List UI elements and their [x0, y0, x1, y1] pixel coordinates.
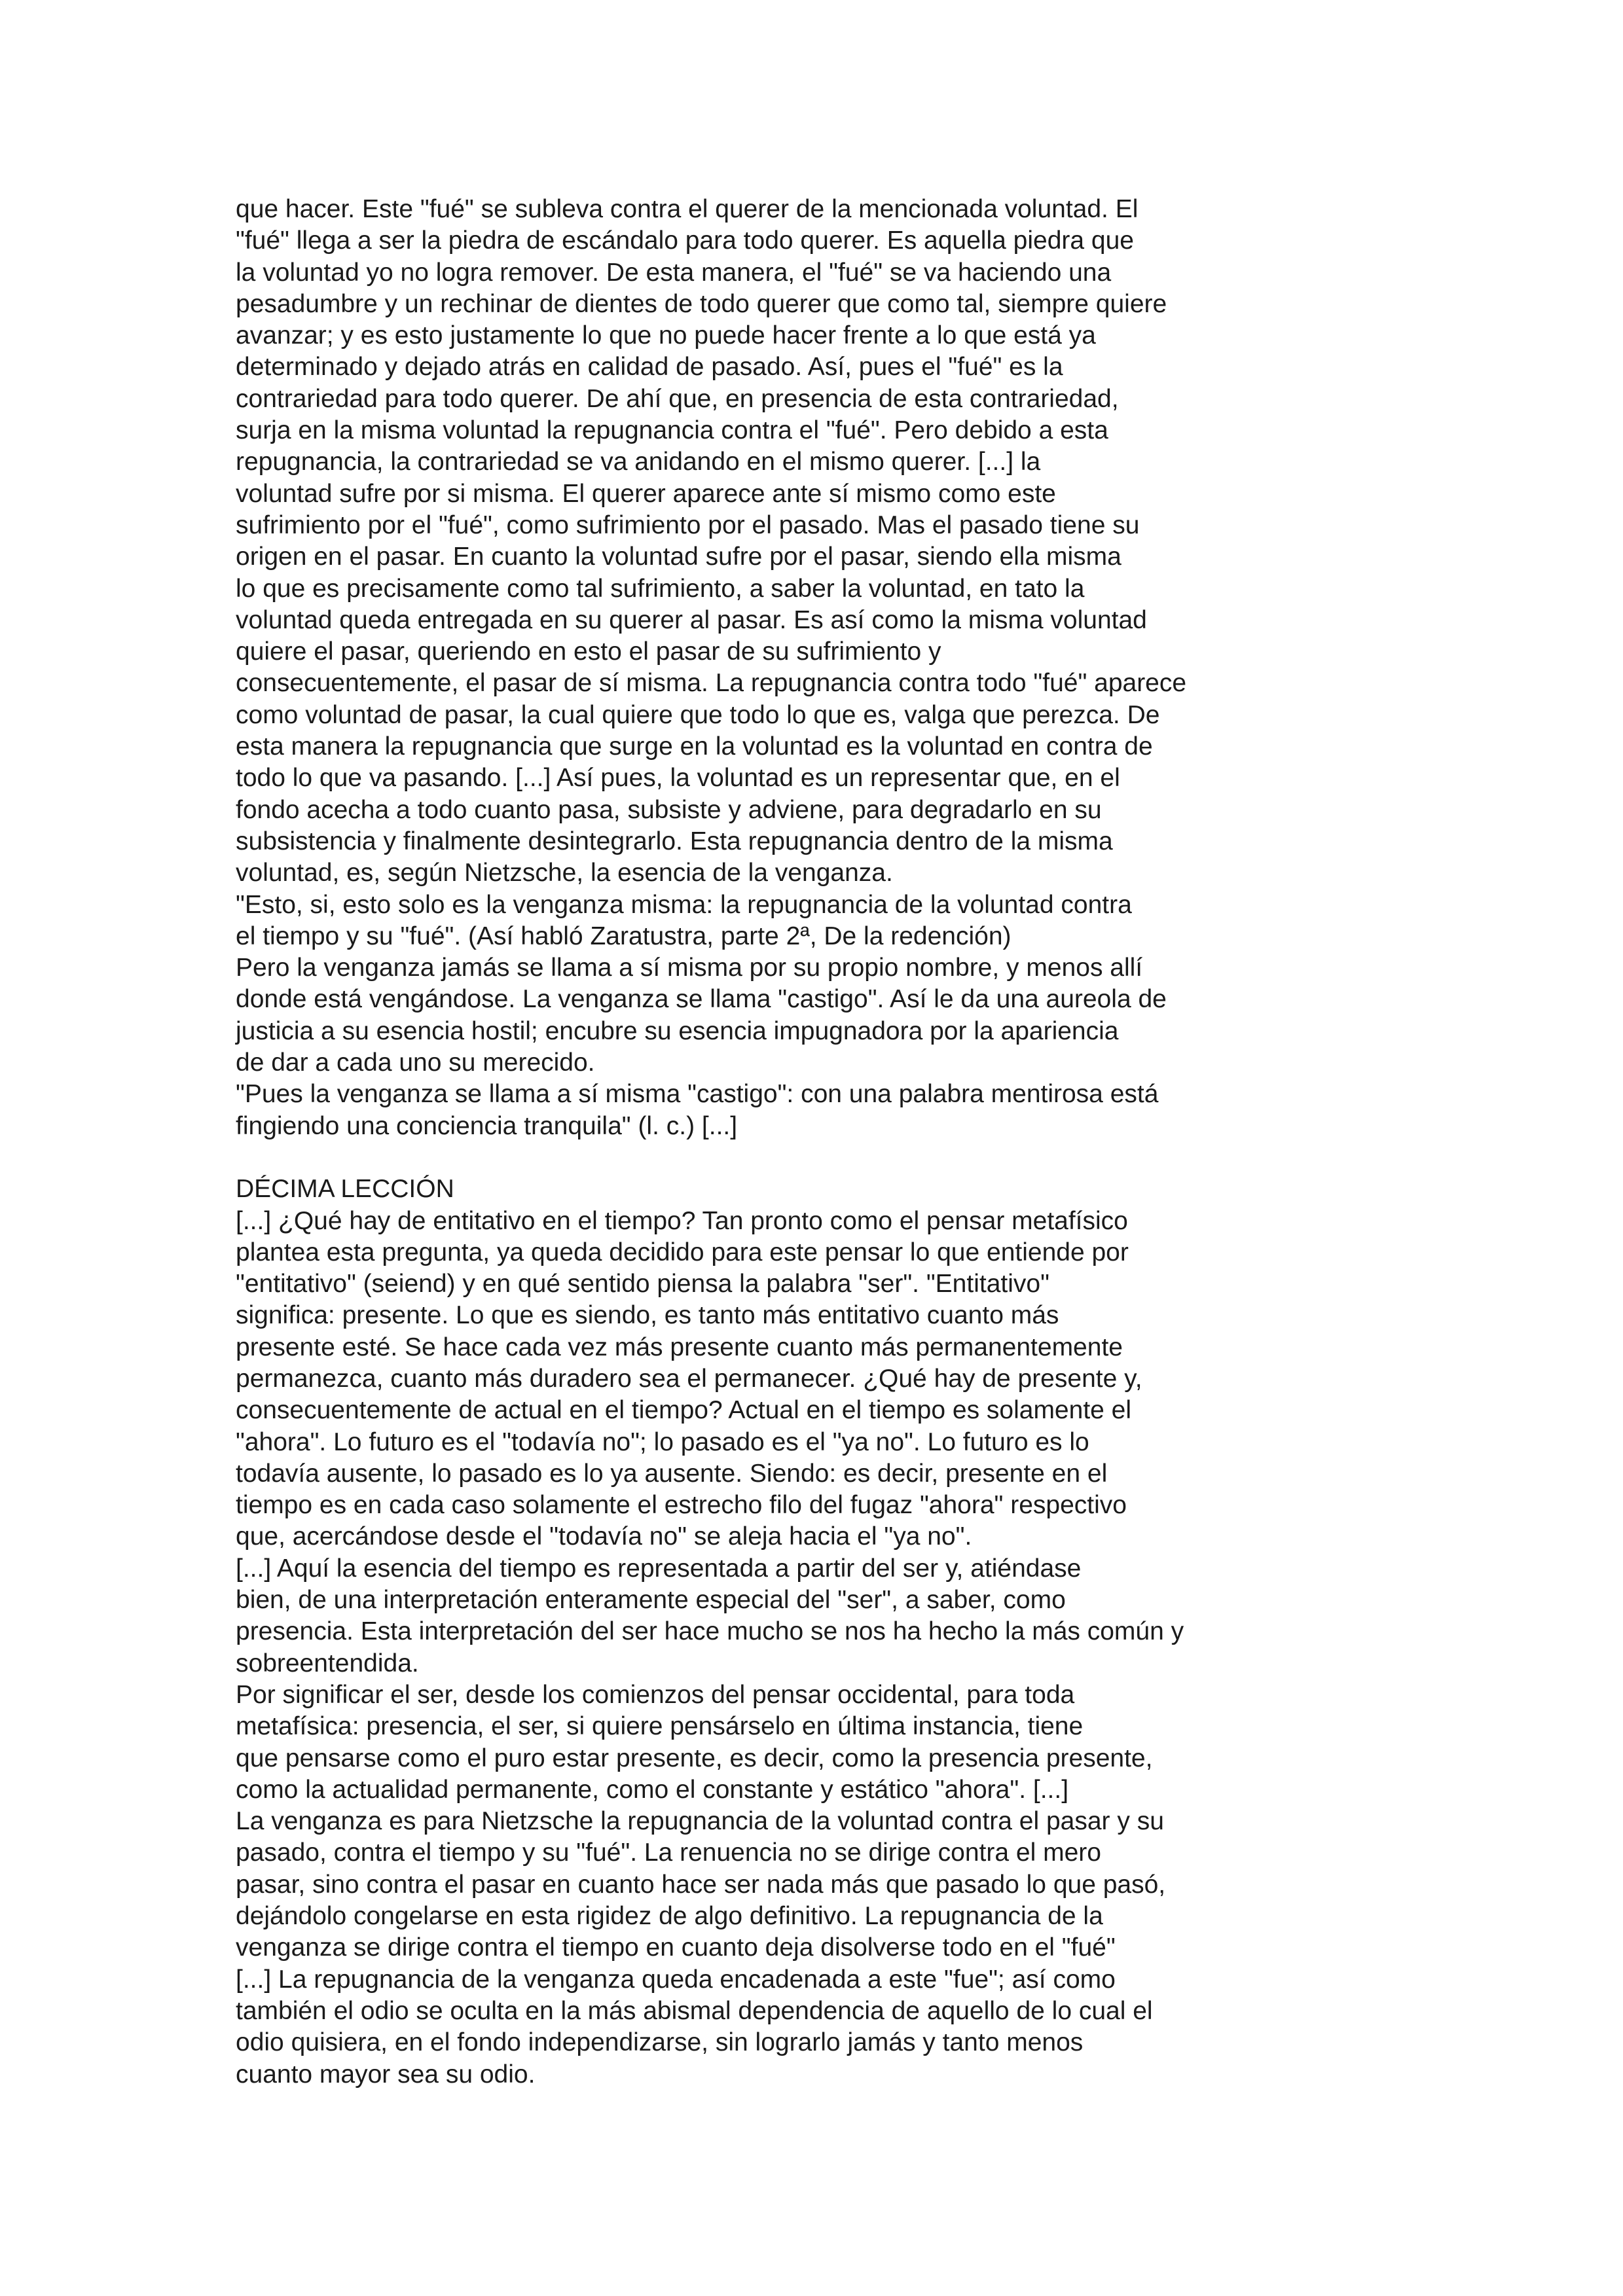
text-line: como voluntad de pasar, la cual quiere que todo lo que es, valga que perezca. De — [236, 700, 1160, 729]
text-line: consecuentemente de actual en el tiempo? Actual en el tiempo es solamente el — [236, 1396, 1132, 1425]
text-line: odio quisiera, en el fondo independizarse, sin lograrlo jamás y tanto menos — [236, 2028, 1084, 2057]
text-line: surja en la misma voluntad la repugnancia contra el "fué". Pero debido a esta — [236, 416, 1108, 445]
text-line: contrariedad para todo querer. De ahí que, en presencia de esta contrariedad, — [236, 384, 1119, 413]
text-line: pesadumbre y un rechinar de dientes de todo querer que como tal, siempre quiere — [236, 289, 1167, 318]
text-line: La venganza es para Nietzsche la repugnancia de la voluntad contra el pasar y su — [236, 1807, 1164, 1836]
text-line: presencia. Esta interpretación del ser hace mucho se nos ha hecho la más común y — [236, 1617, 1184, 1646]
text-line: consecuentemente, el pasar de sí misma. La repugnancia contra todo "fué" aparece — [236, 669, 1187, 698]
text-line: venganza se dirige contra el tiempo en cuanto deja disolverse todo en el "fué" — [236, 1933, 1116, 1962]
text-line: "Pues la venganza se llama a sí misma "castigo": con una palabra mentirosa está — [236, 1080, 1159, 1109]
text-line: subsistencia y finalmente desintegrarlo. Esta repugnancia dentro de la misma — [236, 827, 1113, 855]
blank-line — [236, 1142, 1322, 1174]
text-line: dejándolo congelarse en esta rigidez de algo definitivo. La repugnancia de la — [236, 1902, 1103, 1931]
text-line: [...] Aquí la esencia del tiempo es representada a partir del ser y, atiéndase — [236, 1554, 1082, 1583]
text-line: voluntad, es, según Nietzsche, la esencia de la venganza. — [236, 859, 893, 888]
text-line: justicia a su esencia hostil; encubre su esencia impugnadora por la apariencia — [236, 1016, 1119, 1045]
text-line: plantea esta pregunta, ya queda decidido para este pensar lo que entiende por — [236, 1238, 1129, 1266]
text-line: repugnancia, la contrariedad se va anidando en el mismo querer. [...] la — [236, 448, 1041, 476]
text-line: Por significar el ser, desde los comienzos del pensar occidental, para toda — [236, 1680, 1075, 1709]
text-line: origen en el pasar. En cuanto la voluntad sufre por el pasar, siendo ella misma — [236, 543, 1122, 571]
text-line: pasado, contra el tiempo y su "fué". La renuencia no se dirige contra el mero — [236, 1839, 1101, 1867]
text-line: esta manera la repugnancia que surge en la voluntad es la voluntad en contra de — [236, 732, 1153, 761]
text-line: bien, de una interpretación enteramente especial del "ser", a saber, como — [236, 1586, 1066, 1615]
text-line: lo que es precisamente como tal sufrimiento, a saber la voluntad, en tato la — [236, 574, 1085, 603]
text-line: permanezca, cuanto más duradero sea el permanecer. ¿Qué hay de presente y, — [236, 1364, 1142, 1393]
text-line: pasar, sino contra el pasar en cuanto hace ser nada más que pasado lo que pasó, — [236, 1870, 1166, 1899]
text-line: "entitativo" (seiend) y en qué sentido piensa la palabra "ser". "Entitativo" — [236, 1270, 1049, 1299]
text-line: la voluntad yo no logra remover. De esta manera, el "fué" se va haciendo una — [236, 258, 1112, 287]
text-line: todavía ausente, lo pasado es lo ya ausente. Siendo: es decir, presente en el — [236, 1459, 1108, 1488]
text-line: voluntad sufre por si misma. El querer aparece ante sí mismo como este — [236, 479, 1056, 508]
text-line: determinado y dejado atrás en calidad de pasado. Así, pues el "fué" es la — [236, 353, 1063, 382]
text-line: todo lo que va pasando. [...] Así pues, la voluntad es un representar que, en el — [236, 764, 1120, 793]
text-line: tiempo es en cada caso solamente el estrecho filo del fugaz "ahora" respectivo — [236, 1491, 1127, 1520]
text-line: sufrimiento por el "fué", como sufrimiento por el pasado. Mas el pasado tiene su — [236, 511, 1140, 539]
text-line: avanzar; y es esto justamente lo que no puede hacer frente a lo que está ya — [236, 321, 1096, 350]
text-line: donde está vengándose. La venganza se llama "castigo". Así le da una aureola de — [236, 985, 1167, 1014]
text-line: [...] ¿Qué hay de entitativo en el tiempo? Tan pronto como el pensar metafísico — [236, 1206, 1128, 1235]
text-line: sobreentendida. — [236, 1649, 419, 1677]
text-line: "Esto, si, esto solo es la venganza misma: la repugnancia de la voluntad contra — [236, 890, 1132, 919]
text-line: como la actualidad permanente, como el constante y estático "ahora". [...] — [236, 1775, 1069, 1804]
text-line: metafísica: presencia, el ser, si quiere pensárselo en última instancia, tiene — [236, 1712, 1084, 1741]
text-line: significa: presente. Lo que es siendo, es tanto más entitativo cuanto más — [236, 1301, 1059, 1330]
section-heading: DÉCIMA LECCIÓN — [236, 1175, 454, 1204]
text-line: [...] La repugnancia de la venganza queda encadenada a este "fue"; así como — [236, 1965, 1116, 1994]
text-line: "fué" llega a ser la piedra de escándalo para todo querer. Es aquella piedra que — [236, 226, 1134, 255]
text-line: voluntad queda entregada en su querer al pasar. Es así como la misma voluntad — [236, 605, 1147, 634]
document-text-body — [236, 194, 1322, 2090]
text-line: que hacer. Este "fué" se subleva contra el querer de la mencionada voluntad. El — [236, 195, 1139, 223]
text-line: presente esté. Se hace cada vez más presente cuanto más permanentemente — [236, 1333, 1123, 1361]
text-line: que pensarse como el puro estar presente, es decir, como la presencia presente, — [236, 1744, 1153, 1772]
text-line: el tiempo y su "fué". (Así habló Zaratustra, parte 2ª, De la redención) — [236, 922, 1012, 950]
text-line: que, acercándose desde el "todavía no" se aleja hacia el "ya no". — [236, 1522, 972, 1551]
text-line: fingiendo una conciencia tranquila" (l. c.) [...] — [236, 1111, 738, 1140]
text-line: fondo acecha a todo cuanto pasa, subsiste y adviene, para degradarlo en su — [236, 795, 1102, 824]
text-line: Pero la venganza jamás se llama a sí misma por su propio nombre, y menos allí — [236, 954, 1143, 982]
text-line: "ahora". Lo futuro es el "todavía no"; lo pasado es el "ya no". Lo futuro es lo — [236, 1427, 1089, 1456]
text-line: de dar a cada uno su merecido. — [236, 1049, 595, 1077]
text-line: cuanto mayor sea su odio. — [236, 2060, 536, 2089]
text-line: quiere el pasar, queriendo en esto el pasar de su sufrimiento y — [236, 637, 941, 666]
text-line: también el odio se oculta en la más abismal dependencia de aquello de lo cual el — [236, 1996, 1153, 2025]
